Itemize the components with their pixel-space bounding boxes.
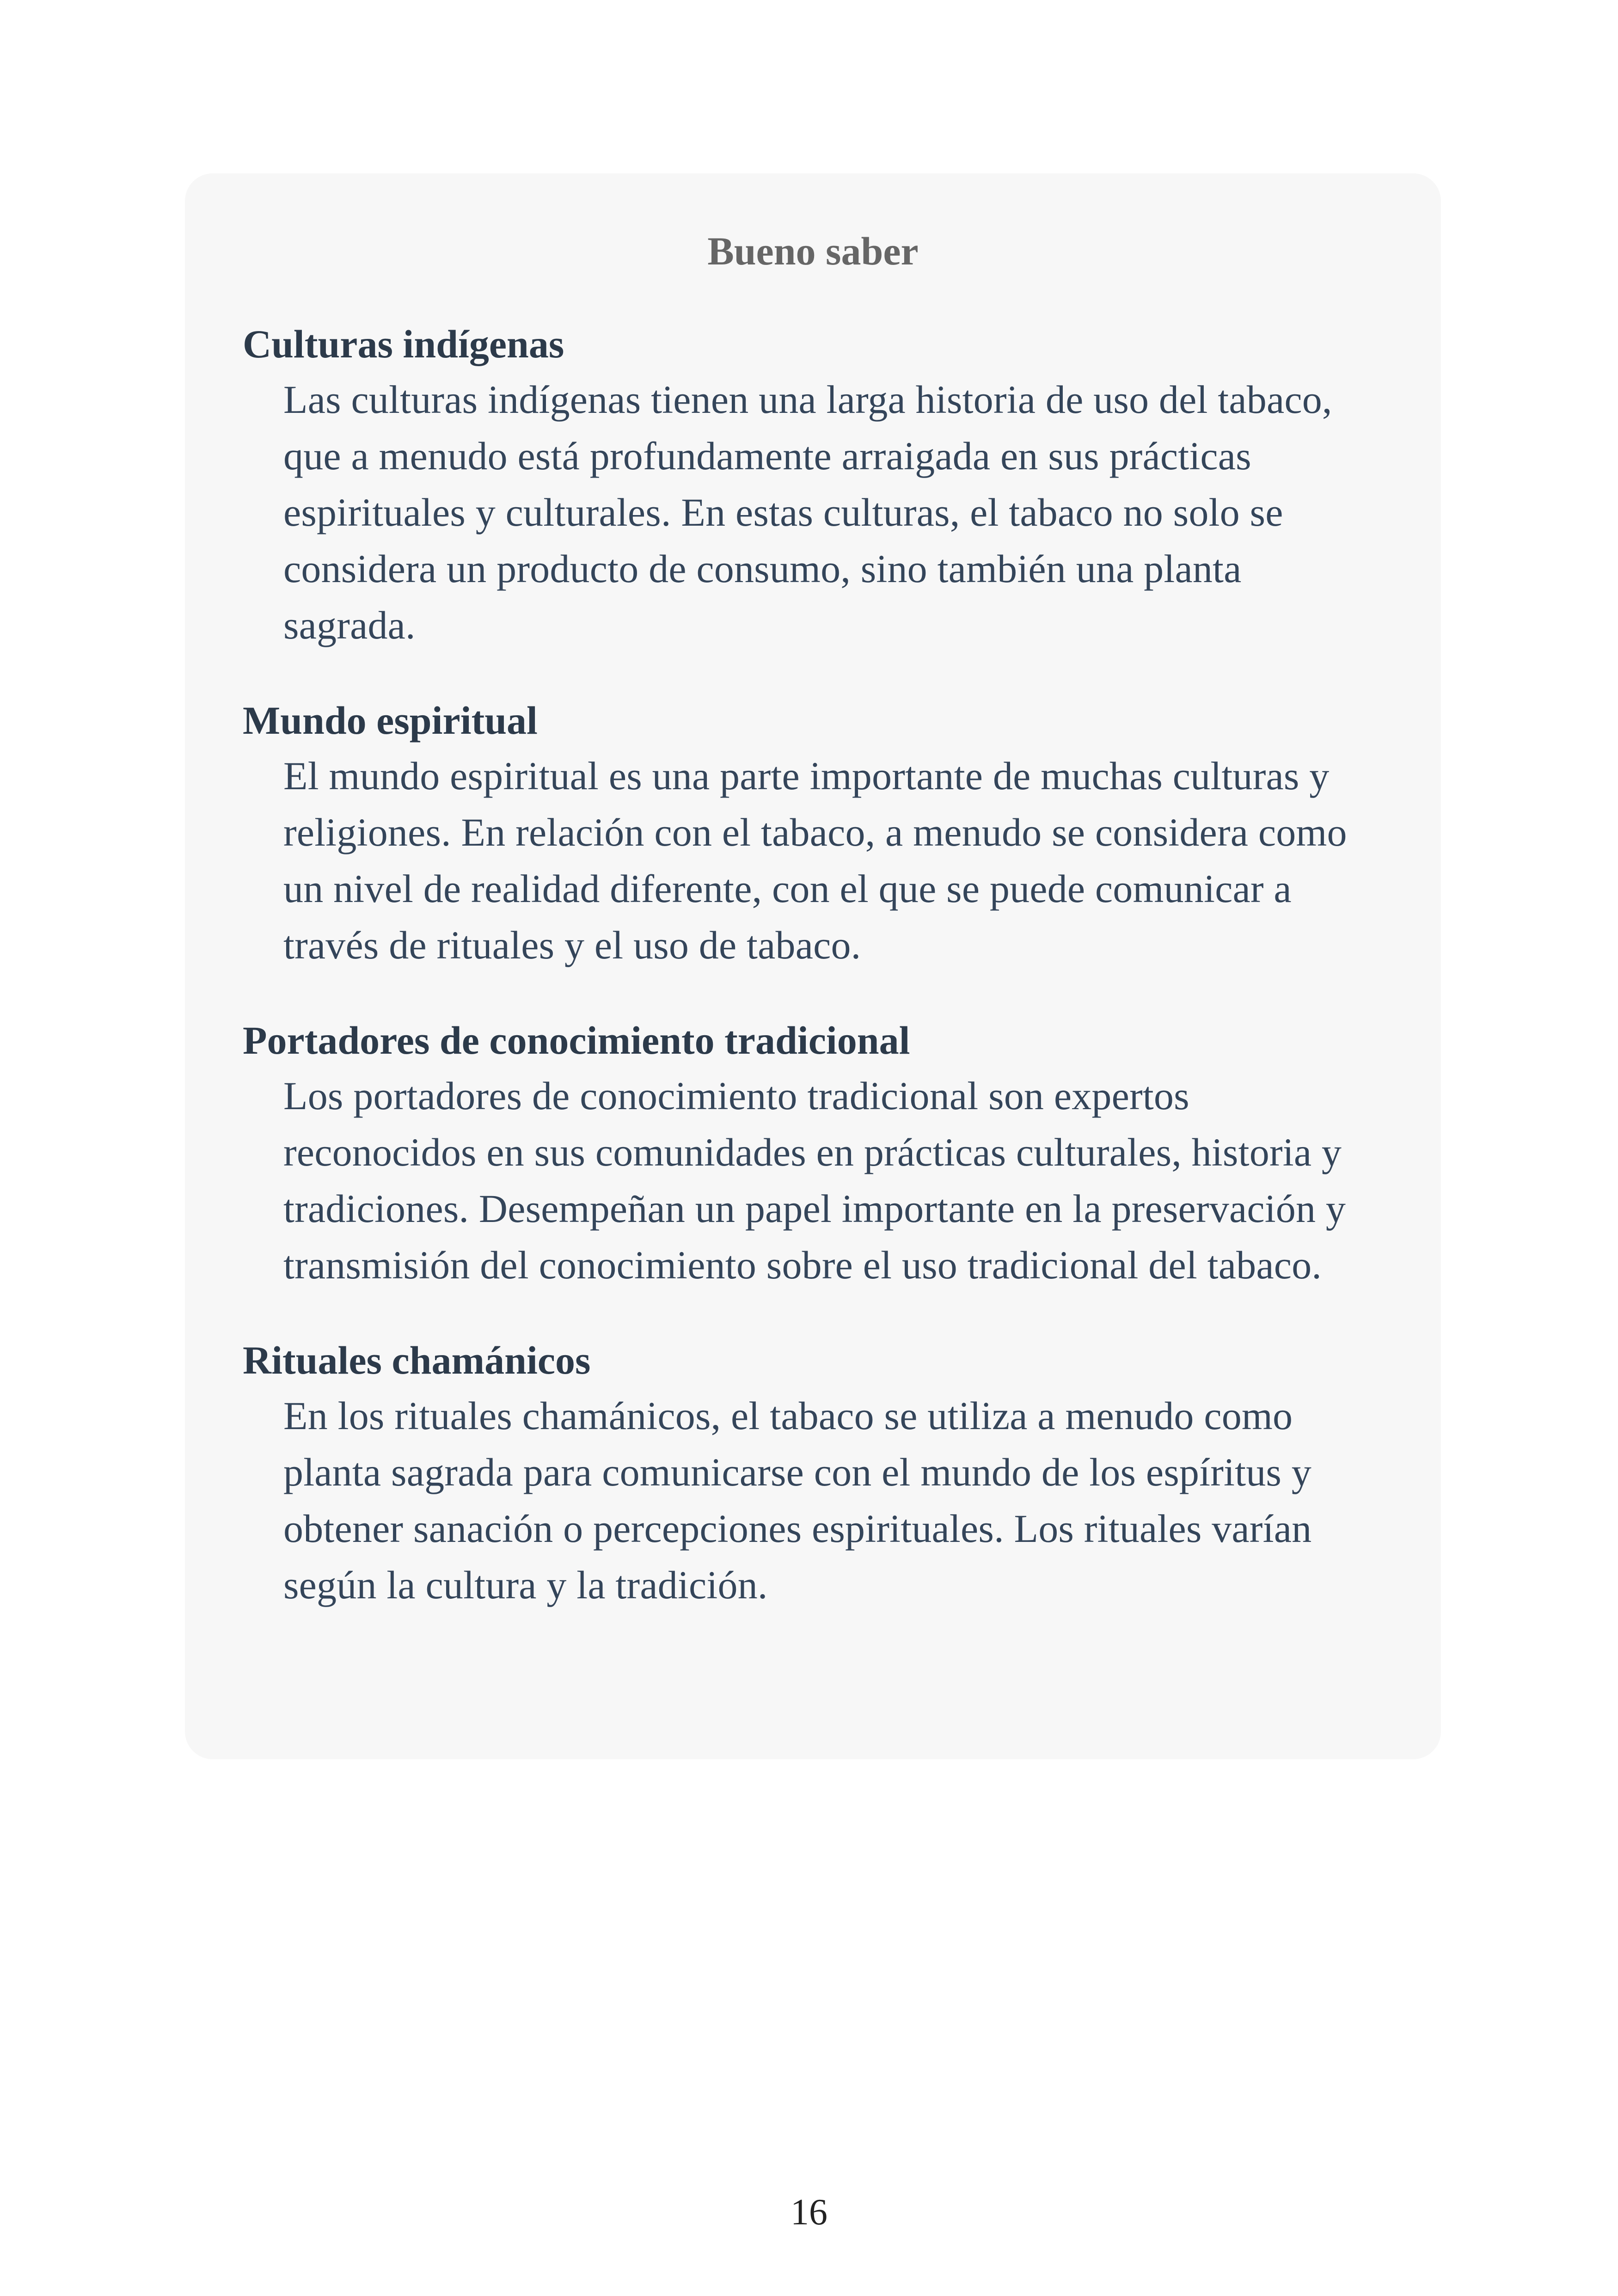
glossary-entry (243, 1333, 1383, 1613)
glossary-definition: El mundo espiritual es una parte importante de muchas culturas y religiones. En relación con el tabaco, a menudo se considera como un nivel de realidad diferente, con el que se puede comunicar a través de rituales y el uso de tabaco. (283, 754, 1347, 967)
glossary-term: Portadores de conocimiento tradicional (243, 1018, 910, 1062)
glossary-entry (243, 1013, 1383, 1293)
glossary-term: Mundo espiritual (243, 698, 538, 743)
glossary-entry (243, 693, 1383, 973)
glossary-entry (243, 317, 1383, 653)
glossary-term: Rituales chamánicos (243, 1338, 591, 1382)
glossary-definition: Las culturas indígenas tienen una larga historia de uso del tabaco, que a menudo está profundamente arraigada en sus prácticas espirituales y culturales. En estas culturas, el tabaco no solo se considera un producto de consumo, sino también una planta sagrada. (283, 377, 1332, 647)
glossary-title: Bueno saber (707, 229, 919, 273)
page-number: 16 (791, 2192, 827, 2233)
glossary-definition: En los rituales chamánicos, el tabaco se utiliza a menudo como planta sagrada para comunicarse con el mundo de los espíritus y obtener sanación o percepciones espirituales. Los rituales varían según la cultura y la tradición. (283, 1394, 1312, 1607)
glossary-term: Culturas indígenas (243, 322, 564, 366)
glossary-definition: Los portadores de conocimiento tradicional son expertos reconocidos en sus comunidades en prácticas culturales, historia y tradiciones. Desempeñan un papel importante en la preservación y transmisión del conocimiento sobre el uso tradicional del tabaco. (283, 1074, 1346, 1287)
glossary-box (185, 173, 1441, 1759)
